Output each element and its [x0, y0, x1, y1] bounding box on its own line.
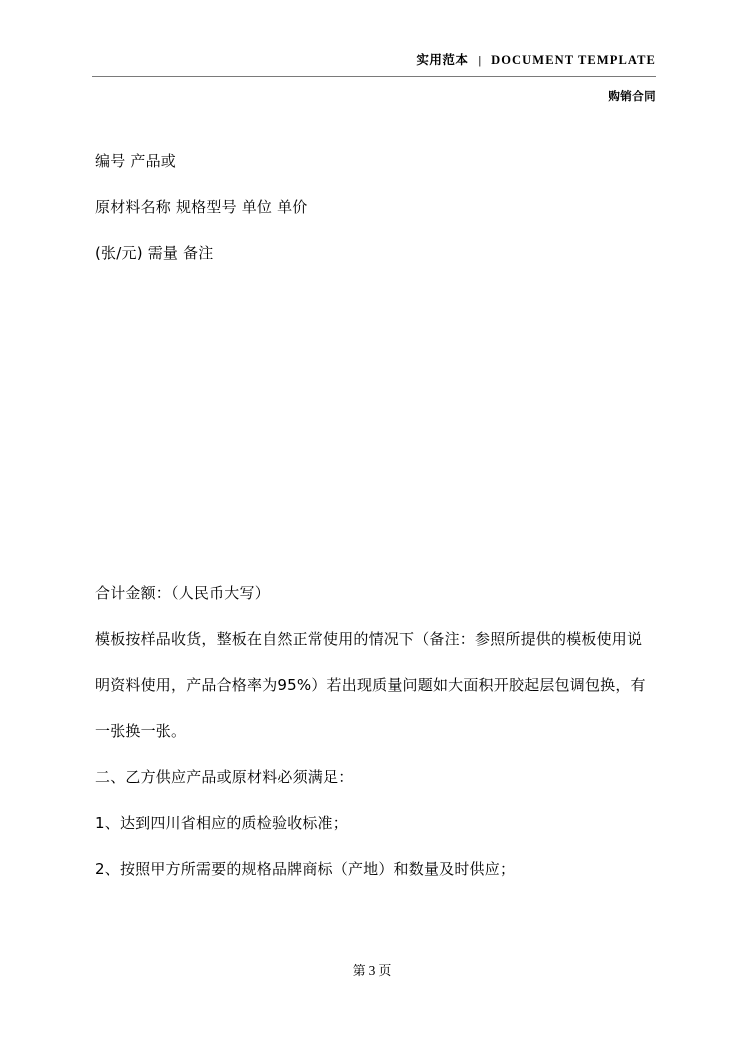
document-subtitle: 购销合同 — [608, 89, 656, 103]
clause-item-2: 2、按照甲方所需要的规格品牌商标（产地）和数量及时供应； — [95, 860, 516, 878]
page-number: 3 — [368, 963, 376, 978]
clause-item-1: 1、达到四川省相应的质检验收标准； — [95, 814, 348, 832]
brand-label-cn: 实用范本 — [416, 52, 469, 67]
page-footer — [0, 960, 744, 979]
document-header-brand — [416, 50, 656, 68]
clause-heading: 二、乙方供应产品或原材料必须满足： — [95, 768, 354, 786]
table-header-text-block — [95, 138, 655, 576]
body-line-1: 编号 产品或 — [95, 152, 176, 170]
footer-suffix: 页 — [378, 964, 392, 979]
brand-separator: | — [478, 53, 482, 67]
brand-label-en: DOCUMENT TEMPLATE — [491, 53, 656, 67]
footer-prefix: 第 — [352, 964, 366, 979]
header-divider — [92, 76, 656, 77]
total-amount-label: 合计金额：（人民币大写） — [95, 584, 270, 602]
contract-terms-block — [95, 570, 655, 892]
blank-table-area — [95, 276, 655, 576]
quality-clause-paragraph: 模板按样品收货，整板在自然正常使用的情况下（备注：参照所提供的模板使用说明资料使用，产品合格率为95%）若出现质量问题如大面积开胶起层包调包换，有一张换一张。 — [95, 630, 646, 740]
body-line-3: (张/元) 需量 备注 — [95, 244, 214, 262]
body-line-2: 原材料名称 规格型号 单位 单价 — [95, 198, 308, 216]
